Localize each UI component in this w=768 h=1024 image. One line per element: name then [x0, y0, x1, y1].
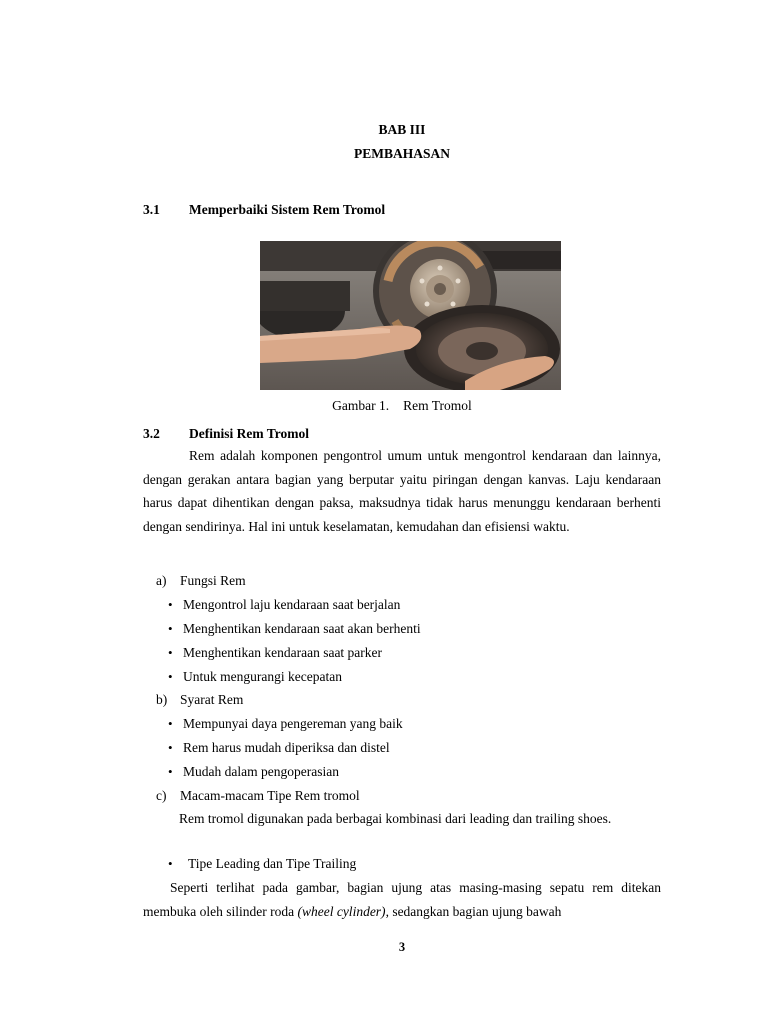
page-number: 3	[398, 940, 406, 954]
list-item: Menghentikan kendaraan saat akan berhenti	[183, 621, 421, 636]
bullet-icon: •	[168, 856, 173, 871]
list-item: Mengontrol laju kendaraan saat berjalan	[183, 597, 401, 612]
closing-paragraph	[143, 876, 661, 923]
list-item: Mempunyai daya pengereman yang baik	[183, 716, 403, 731]
bullet-icon: •	[168, 645, 173, 660]
list-item: Menghentikan kendaraan saat parker	[183, 645, 383, 660]
list-item: Mudah dalam pengoperasian	[183, 764, 339, 779]
closing-text-1: Seperti terlihat pada gambar, bagian ujung atas masing-masing sepatu rem ditekan membuka oleh silinder roda	[143, 880, 661, 919]
section-1-title: Memperbaiki Sistem Rem Tromol	[189, 202, 386, 217]
list-c-title: Macam-macam Tipe Rem tromol	[180, 788, 360, 803]
closing-text-2: , sedangkan bagian ujung bawah	[385, 903, 562, 919]
chapter-number: BAB III	[378, 122, 426, 137]
list-a-title: Fungsi Rem	[180, 573, 246, 588]
figure-caption	[0, 398, 768, 414]
drum-brake-photo	[260, 241, 561, 390]
list-item: Tipe Leading dan Tipe Trailing	[188, 856, 357, 871]
list-b-title: Syarat Rem	[180, 692, 244, 707]
list-a-letter: a)	[156, 573, 167, 588]
figure-caption-label: Gambar 1.	[332, 398, 390, 413]
list-item: Rem harus mudah diperiksa dan distel	[183, 740, 390, 755]
list-b-letter: b)	[156, 692, 168, 707]
list-c-letter: c)	[156, 788, 167, 803]
bullet-icon: •	[168, 669, 173, 684]
bullet-icon: •	[168, 740, 173, 755]
figure-caption-text: Rem Tromol	[403, 398, 472, 413]
section-2-title: Definisi Rem Tromol	[189, 426, 309, 441]
bullet-icon: •	[168, 621, 173, 636]
closing-italic-term: (wheel cylinder)	[297, 903, 386, 919]
bullet-icon: •	[168, 716, 173, 731]
section-2-number: 3.2	[143, 426, 160, 441]
chapter-title: PEMBAHASAN	[353, 146, 450, 161]
bullet-icon: •	[168, 764, 173, 779]
definition-paragraph: Rem adalah komponen pengontrol umum untuk mengontrol kendaraan dan lainnya, dengan gerakan antara bagian yang berputar yaitu piringan dengan kanvas. Laju kendaraan harus dapat dihentikan dengan paksa, maksudnya tidak harus menunggu kendaraan berhenti dengan sendirinya. Hal ini untuk keselamatan, kemudahan dan efisiensi waktu.	[143, 448, 661, 534]
bullet-icon: •	[168, 597, 173, 612]
section-1-number: 3.1	[143, 202, 160, 217]
list-item: Untuk mengurangi kecepatan	[183, 669, 342, 684]
list-c-paragraph: Rem tromol digunakan pada berbagai kombinasi dari leading dan trailing shoes.	[179, 811, 612, 826]
